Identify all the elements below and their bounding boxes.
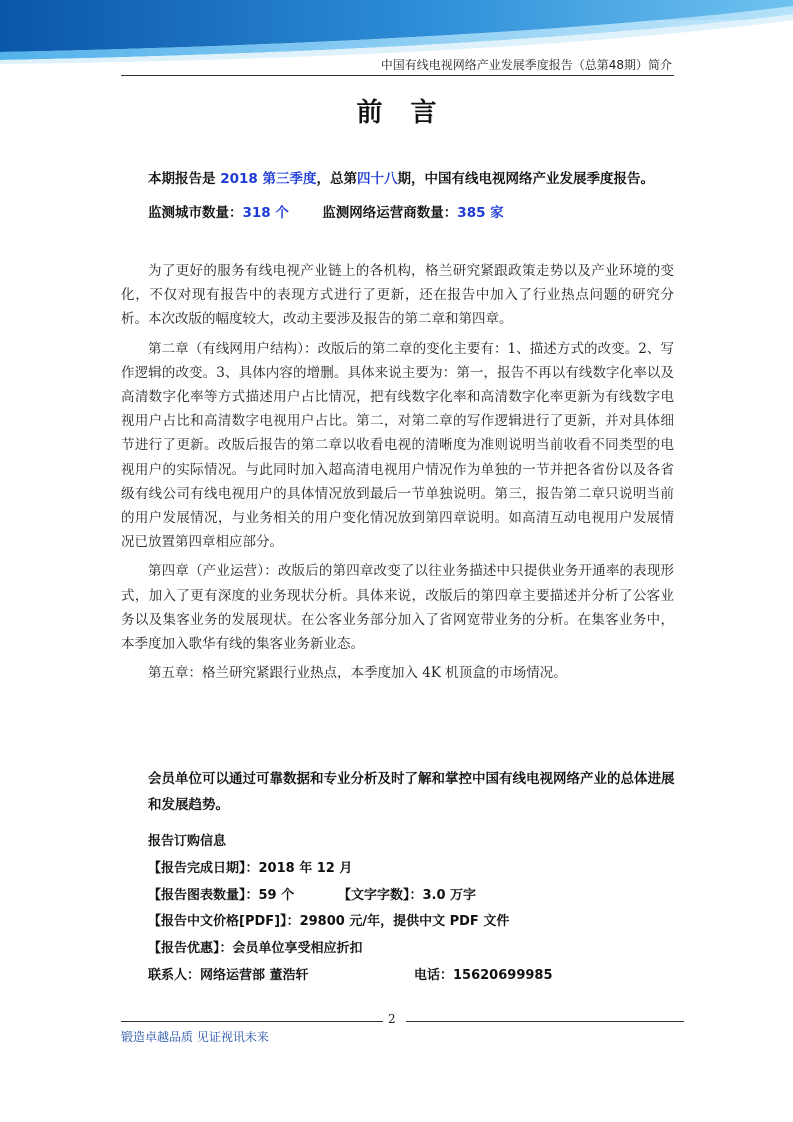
contact-phone: 电话：15620699985	[414, 968, 553, 983]
header-report-title: 中国有线电视网络产业发展季度报告（总第48期）简介	[380, 58, 672, 72]
body-section	[121, 259, 674, 685]
intro-issue: 四十八	[356, 171, 398, 187]
intro-year: 2018 第三季度	[220, 171, 317, 187]
cities-value: 318 个	[242, 205, 289, 221]
operators-label: 监测网络运营商数量：	[322, 205, 458, 221]
intro-text-b: ，总第	[316, 171, 357, 187]
intro-text-c: 期，中国有线电视网络产业发展季度报告。	[397, 171, 654, 187]
order-counts-line	[148, 884, 668, 902]
page-title: 前言	[356, 98, 465, 128]
body-paragraph-1: 为了更好的服务有线电视产业链上的各机构，格兰研究紧跟政策走势以及产业环境的变化，不仅对现有报告中的表现方式进行了更新，还在报告中加入了行业热点问题的研究分析。本次改版的幅度较大，改动主要涉及报告的第二章和第四章。	[121, 263, 674, 328]
contact-line	[148, 964, 668, 982]
order-price: 【报告中文价格[PDF]】：29800 元/年，提供中文 PDF 文件	[148, 914, 510, 929]
operators-value: 385 家	[457, 205, 504, 221]
footer-divider-right	[406, 1021, 684, 1022]
header-divider	[121, 75, 674, 76]
intro-line	[148, 167, 654, 187]
footer-slogan: 锻造卓越品质 见证视讯未来	[121, 1030, 269, 1044]
order-heading: 报告订购信息	[148, 834, 227, 849]
header-wave-graphic	[0, 0, 793, 64]
intro-text-a: 本期报告是	[148, 171, 221, 187]
page-number: 2	[388, 1012, 396, 1026]
order-discount: 【报告优惠】：会员单位享受相应折扣	[148, 941, 363, 956]
member-statement: 会员单位可以通过可靠数据和专业分析及时了解和掌控中国有线电视网络产业的总体进展和发展趋势。	[148, 771, 675, 813]
order-word-count: 【文字字数】：3.0 万字	[338, 888, 477, 903]
order-chart-count: 【报告图表数量】：59 个	[148, 888, 295, 903]
footer-divider-left	[121, 1021, 383, 1022]
cities-label: 监测城市数量：	[148, 205, 243, 221]
body-paragraph-2: 第二章（有线网用户结构）：改版后的第二章的变化主要有：1、描述方式的改变。2、写作逻辑的改变。3、具体内容的增删。具体来说主要为：第一，报告不再以有线数字化率以及高清数字化率等方式描述用户占比情况，把有线数字化率和高清数字化率更新为有线数字电视用户占比和高清数字电视用户占比。第二，对第二章的写作逻辑进行了更新，并对具体细节进行了更新。改版后报告的第二章以收看电视的清晰度为准则说明当前收看不同类型的电视用户的实际情况。与此同时加入超高清电视用户情况作为单独的一节并把各省份以及各省级有线公司有线电视用户的具体情况放到最后一节单独说明。第三，报告第二章只说明当前的用户发展情况，与业务相关的用户变化情况放到第四章说明。如高清互动电视用户发展情况已放置第四章相应部分。	[121, 340, 674, 551]
monitor-stats-line	[148, 201, 504, 221]
body-paragraph-4: 第五章：格兰研究紧跟行业热点，本季度加入 4K 机顶盒的市场情况。	[148, 665, 567, 682]
order-completion-date: 【报告完成日期】：2018 年 12 月	[148, 861, 353, 876]
header-band	[0, 0, 793, 64]
body-paragraph-3: 第四章（产业运营）：改版后的第四章改变了以往业务描述中只提供业务开通率的表现形式，加入了更有深度的业务现状分析。具体来说，改版后的第四章主要描述并分析了公客业务以及集客业务的发展现状。在公客业务部分加入了省网宽带业务的分析。在集客业务中，本季度加入歌华有线的集客业务新业态。	[121, 563, 674, 653]
contact-person: 联系人：网络运营部 董浩轩	[148, 968, 309, 983]
